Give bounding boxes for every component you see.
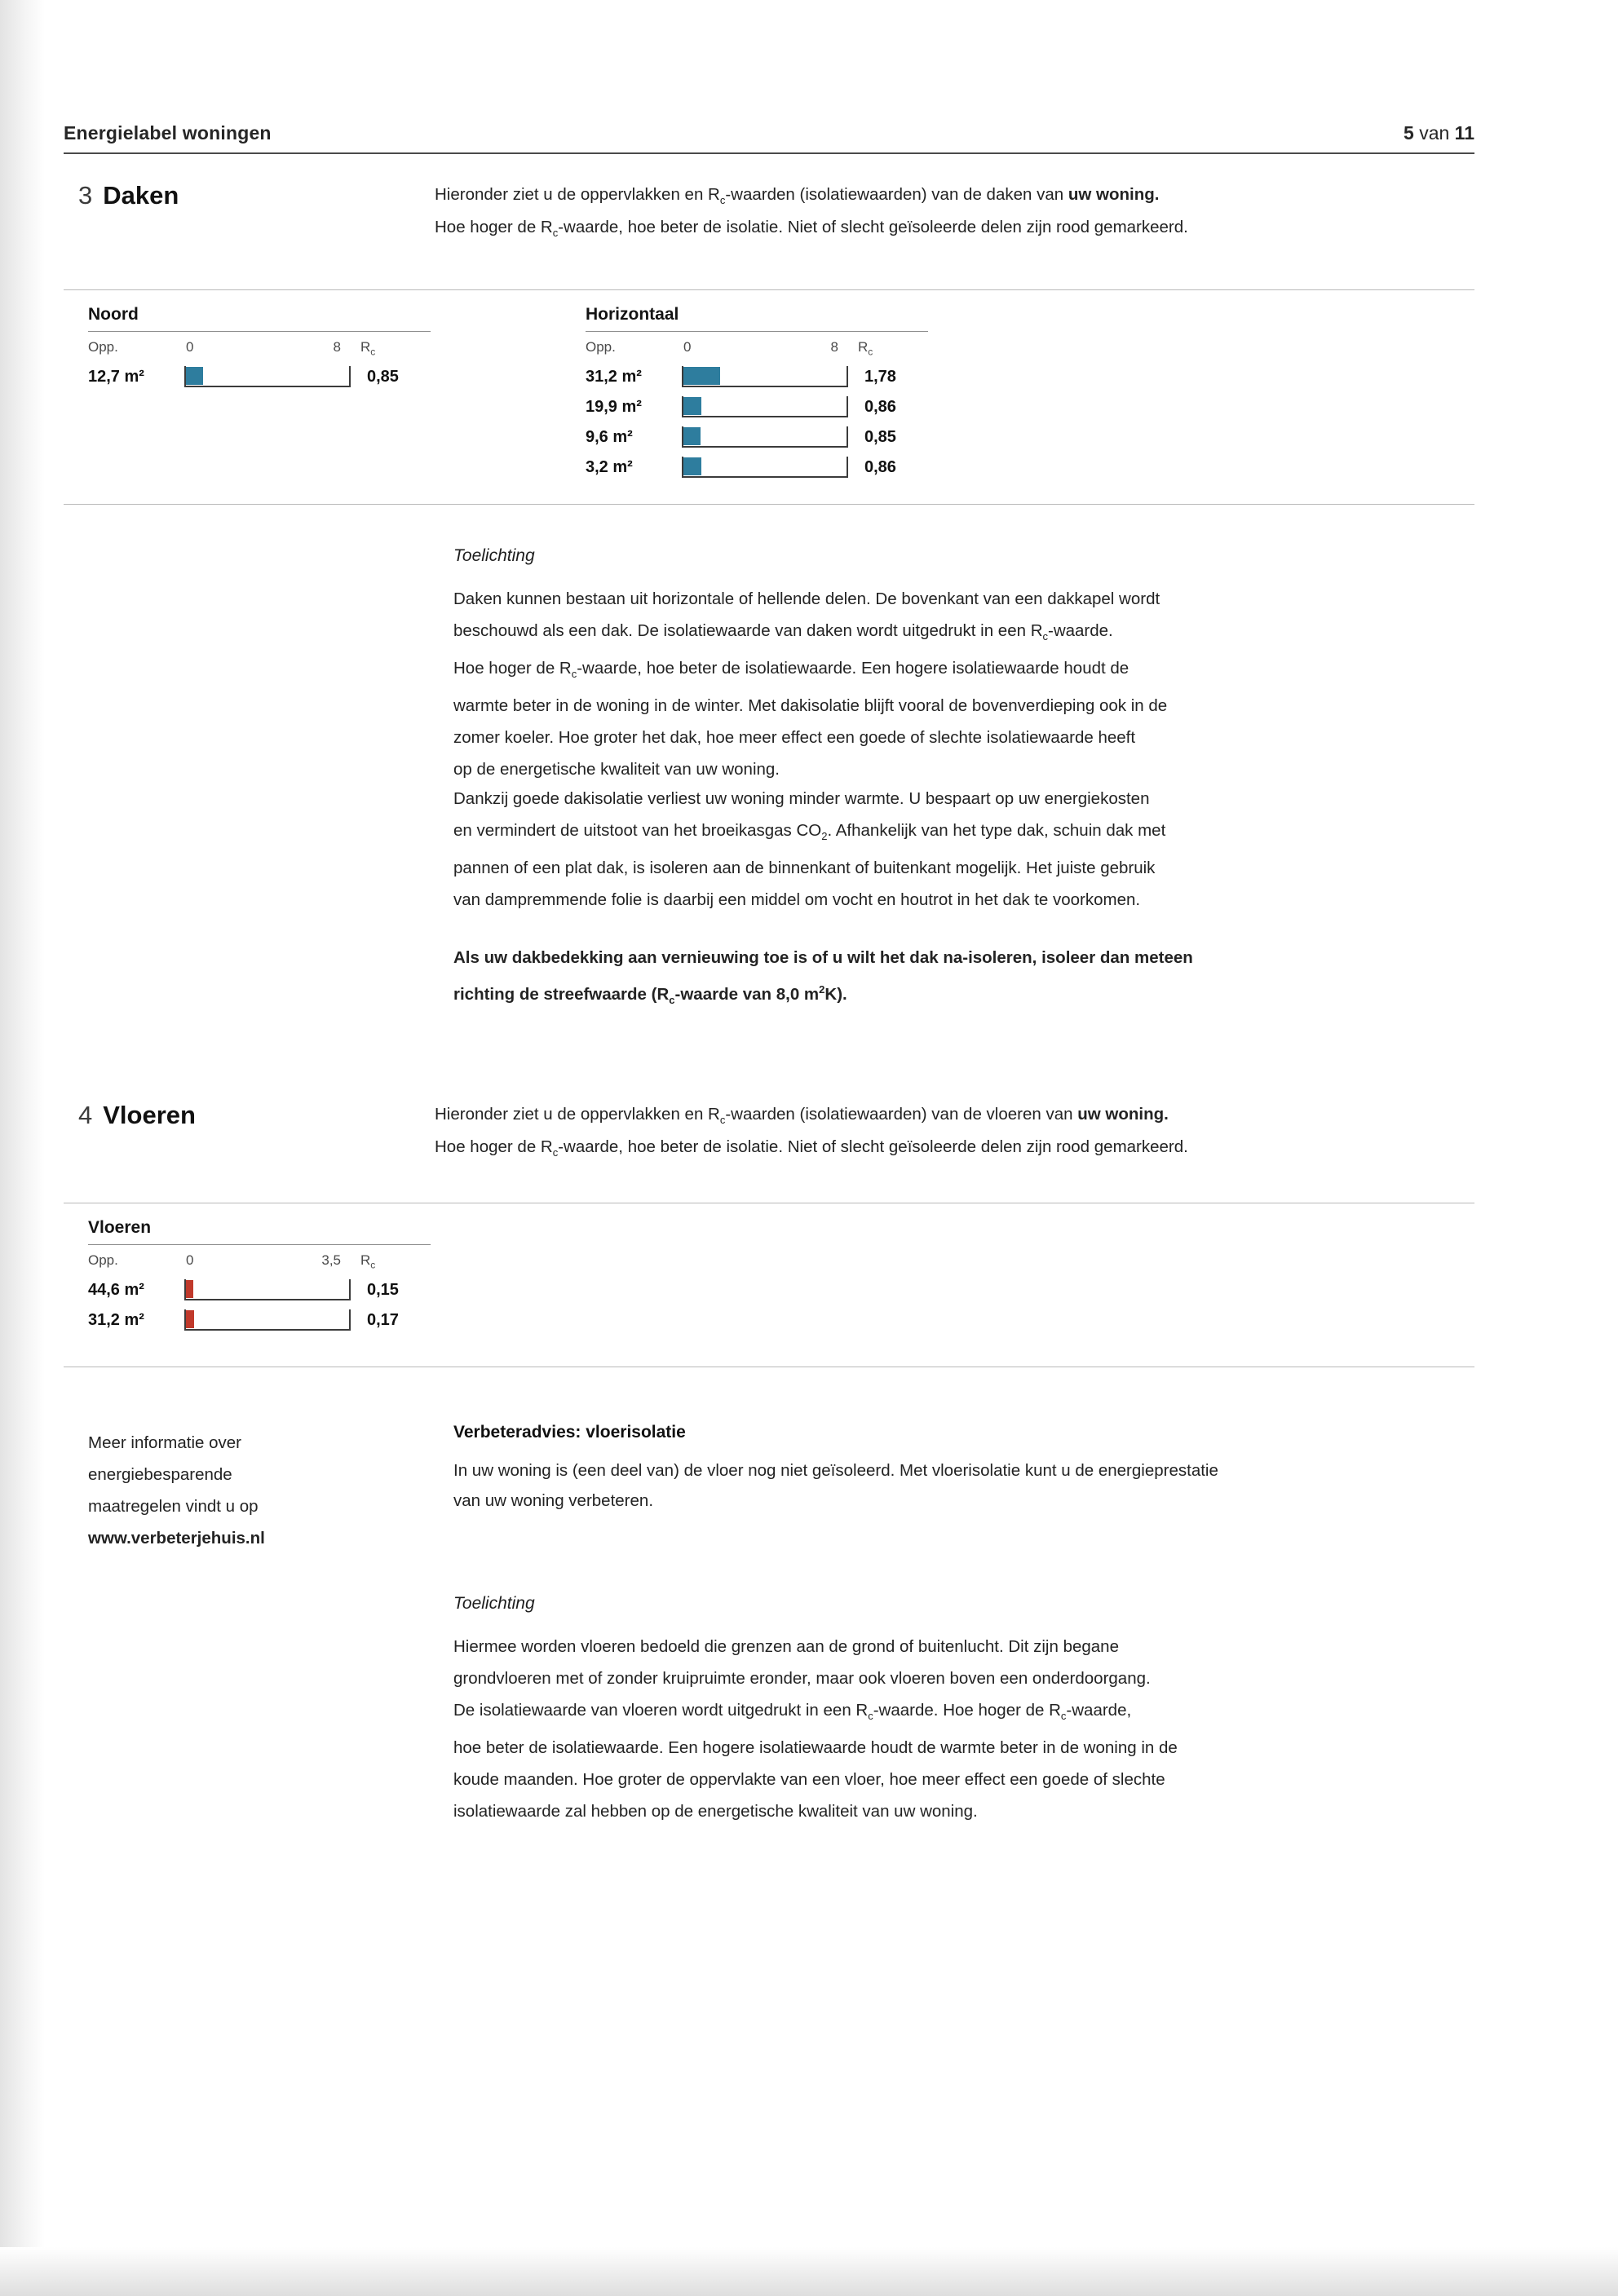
section-number: 4	[78, 1101, 93, 1129]
daken-intro-l1-bold: uw woning.	[1068, 185, 1160, 204]
axis-label-rc: $R_c$	[360, 339, 376, 358]
vt-line6: isolatiewaarde zal hebben op de energetische kwaliteit van uw woning.	[453, 1802, 978, 1821]
sidenote-block	[88, 1427, 333, 1554]
bar-track	[682, 366, 848, 387]
section-title: Daken	[103, 181, 179, 210]
bar-value: 0,85	[367, 367, 399, 386]
bar-track	[682, 426, 848, 448]
p2-line4: van dampremmende folie is daarbij een middel om vocht en houtrot in het dak te voorkomen.	[453, 890, 1141, 910]
section-heading-vloeren	[78, 1101, 196, 1130]
axis-tick-min: 0	[683, 339, 692, 355]
vloeren-toelichting-text: Hiermee worden vloeren bedoeld die grenzen aan de grond of buitenlucht. Dit zijn begane grondvloeren met of zonder kruipruimte eronder, maar ook vloeren boven een onderdoorgang. De isolatiewaarde van vloeren wordt uitgedrukt in een $R_c$-waarde. Hoe hoger de $R_c$-waarde, hoe beter de isolatiewaarde. Een hogere isolatiewaarde houdt de warmte beter in de woning in de koude maanden. Hoe groter de oppervlakte van een vloer, hoe meer effect een goede of slechte isolatiewaarde zal hebben op de energetische kwaliteit van uw woning.	[453, 1637, 1178, 1821]
chart-title: Vloeren	[88, 1218, 431, 1245]
axis-tick-min: 0	[186, 339, 194, 355]
chart-bar-row	[586, 426, 928, 448]
section-title: Vloeren	[103, 1101, 196, 1129]
rc-subscript: c	[719, 1114, 726, 1127]
verbeterjehuis-link[interactable]: www.verbeterjehuis.nl	[88, 1529, 265, 1548]
advies-line1: In uw woning is (een deel van) de vloer nog niet geïsoleerd. Met vloerisolatie kunt u de energieprestatie	[453, 1461, 1218, 1480]
axis-tick-max: 8	[333, 339, 341, 355]
daken-intro-l2a: Hoe hoger de R	[435, 218, 553, 237]
axis-tick-max: 8	[830, 339, 838, 355]
bar-fill	[683, 457, 701, 475]
daken-intro-l2b: -waarde, hoe beter de isolatie. Niet of slecht geïsoleerde delen zijn rood gemarkeerd.	[558, 218, 1188, 237]
chart-bar-row	[586, 396, 928, 417]
bar-value: 0,85	[864, 427, 896, 446]
axis-label-opp: Opp.	[88, 339, 118, 355]
bar-category: 31,2 m²	[586, 367, 642, 386]
bar-category: 44,6 m²	[88, 1280, 144, 1299]
p1-line2: beschouwd als een dak. De isolatiewaarde van daken wordt uitgedrukt in een R	[453, 621, 1043, 640]
p3-line1: Als uw dakbedekking aan vernieuwing toe is of u wilt het dak na-isoleren, isoleer dan meteen	[453, 948, 1193, 967]
bar-track	[184, 1309, 351, 1331]
bar-fill	[186, 1310, 194, 1328]
bar-category: 31,2 m²	[88, 1310, 144, 1329]
vloeren-chart-band	[64, 1203, 1474, 1367]
p2-line1: Dankzij goede dakisolatie verliest uw woning minder warmte. U bespaart op uw energiekosten	[453, 789, 1150, 808]
verbeteradvies-text	[453, 1455, 1505, 1516]
daken-toelichting-p2: Dankzij goede dakisolatie verliest uw woning minder warmte. U bespaart op uw energiekosten en vermindert de uitstoot van het broeikasgas $CO_2$. Afhankelijk van het type dak, schuin dak met pannen of een plat dak, is isoleren aan de binnenkant of buitenkant mogelijk. Het juiste gebruik van dampremmende folie is daarbij een middel om vocht en houtrot in het dak te voorkomen.	[453, 789, 1166, 910]
bar-track	[682, 396, 848, 417]
p2-line2: en vermindert de uitstoot van het broeikasgas CO	[453, 821, 822, 840]
chart-title: Horizontaal	[586, 305, 928, 332]
sidenote-line1: Meer informatie over	[88, 1433, 241, 1452]
p1-line5: zomer koeler. Hoe groter het dak, hoe meer effect een goede of slechte isolatiewaarde heeft	[453, 728, 1136, 748]
vloeren-intro-l2a: Hoe hoger de R	[435, 1137, 553, 1157]
axis-label-rc: $R_c$	[858, 339, 873, 358]
rc-subscript: c	[719, 194, 726, 207]
vloeren-intro-l1a: Hieronder ziet u de oppervlakken en R	[435, 1105, 720, 1124]
daken-chart-band	[64, 289, 1474, 505]
page-header	[64, 122, 1474, 154]
bar-category: 9,6 m²	[586, 427, 633, 446]
bar-track	[184, 1279, 351, 1300]
document-brand: Energielabel woningen	[64, 122, 272, 144]
p1-line3: Hoe hoger de R	[453, 659, 572, 678]
section-number: 3	[78, 181, 93, 210]
axis-tick-min: 0	[186, 1252, 194, 1268]
p1-line4: warmte beter in de woning in de winter. Met dakisolatie blijft vooral de bovenverdieping ook in de	[453, 696, 1168, 716]
vloeren-intro	[435, 1101, 1454, 1166]
p2-line3: pannen of een plat dak, is isoleren aan de binnenkant of buitenkant mogelijk. Het juiste gebruik	[453, 859, 1156, 878]
rc-subscript: c	[552, 1146, 559, 1159]
bar-value: 0,17	[367, 1310, 399, 1329]
bar-value: 0,15	[367, 1280, 399, 1299]
bar-value: 1,78	[864, 367, 896, 386]
bar-category: 12,7 m²	[88, 367, 144, 386]
bar-fill	[683, 397, 701, 415]
daken-intro-l1a: Hieronder ziet u de oppervlakken en R	[435, 185, 720, 204]
page-number	[1404, 122, 1474, 144]
daken-toelichting-label: Toelichting	[453, 546, 535, 565]
bar-fill	[683, 427, 701, 445]
sidenote-line3: maatregelen vindt u op	[88, 1497, 259, 1516]
chart-bar-row	[586, 457, 928, 478]
rc-subscript: c	[552, 227, 559, 240]
daken-intro	[435, 181, 1454, 246]
vt-line1: Hiermee worden vloeren bedoeld die grenzen aan de grond of buitenlucht. Dit zijn begane	[453, 1637, 1119, 1656]
daken-intro-l1b: -waarden (isolatiewaarden) van de daken van	[725, 185, 1068, 204]
chart-bar-row	[88, 1279, 431, 1300]
bar-fill	[186, 1280, 193, 1298]
vt-line5: koude maanden. Hoe groter de oppervlakte van een vloer, hoe meer effect een goede of slechte	[453, 1770, 1165, 1790]
bar-category: 3,2 m²	[586, 457, 633, 476]
page-current: 5	[1404, 122, 1414, 144]
axis-label-opp: Opp.	[88, 1252, 118, 1268]
page-total: 11	[1454, 122, 1474, 144]
bar-value: 0,86	[864, 397, 896, 416]
p1-line6: op de energetische kwaliteit van uw woning.	[453, 760, 780, 779]
chart-bar-row	[88, 1309, 431, 1331]
vloeren-intro-l1-bold: uw woning.	[1077, 1105, 1169, 1124]
chart-bar-row	[88, 366, 431, 387]
advies-line2: van uw woning verbeteren.	[453, 1491, 654, 1510]
vt-line4: hoe beter de isolatiewaarde. Een hogere isolatiewaarde houdt de warmte beter in de woning in de	[453, 1738, 1178, 1758]
bar-category: 19,9 m²	[586, 397, 642, 416]
chart-axis-row	[586, 339, 928, 357]
p1-line1: Daken kunnen bestaan uit horizontale of hellende delen. De bovenkant van een dakkapel wordt	[453, 589, 1160, 608]
verbeteradvies-title: Verbeteradvies: vloerisolatie	[453, 1423, 686, 1442]
vt-line3: De isolatiewaarde van vloeren wordt uitgedrukt in een R	[453, 1701, 869, 1720]
page-of-word: van	[1419, 122, 1450, 144]
vloeren-intro-l2b: -waarde, hoe beter de isolatie. Niet of slecht geïsoleerde delen zijn rood gemarkeerd.	[558, 1137, 1188, 1157]
axis-label-rc: $R_c$	[360, 1252, 376, 1271]
chart-title: Noord	[88, 305, 431, 332]
sidenote-line2: energiebesparende	[88, 1465, 232, 1484]
chart-horizontaal	[586, 305, 928, 478]
vt-line2: grondvloeren met of zonder kruipruimte eronder, maar ook vloeren boven een onderdoorgang.	[453, 1669, 1151, 1688]
chart-noord	[88, 305, 431, 387]
p3-line2: richting de streefwaarde (R	[453, 984, 670, 1004]
axis-label-opp: Opp.	[586, 339, 616, 355]
chart-axis-row	[88, 339, 431, 357]
vloeren-toelichting-label: Toelichting	[453, 1594, 535, 1613]
chart-axis-row	[88, 1252, 431, 1270]
axis-tick-max: 3,5	[321, 1252, 341, 1268]
section-heading-daken	[78, 181, 179, 210]
bar-fill	[186, 367, 203, 385]
bar-value: 0,86	[864, 457, 896, 476]
chart-vloeren	[88, 1218, 431, 1331]
daken-toelichting-p3: Als uw dakbedekking aan vernieuwing toe is of u wilt het dak na-isoleren, isoleer dan meteen richting de streefwaarde ($R_c$-waarde van 8,0 $m^2K$).	[453, 948, 1193, 1006]
daken-toelichting-p1: Daken kunnen bestaan uit horizontale of hellende delen. De bovenkant van een dakkapel wordt beschouwd als een dak. De isolatiewaarde van daken wordt uitgedrukt in een $R_c$-waarde. Hoe hoger de $R_c$-waarde, hoe beter de isolatiewaarde. Een hogere isolatiewaarde houdt de warmte beter in de woning in de winter. Met dakisolatie blijft vooral de bovenverdieping ook in de zomer koeler. Hoe groter het dak, hoe meer effect een goede of slechte isolatiewaarde heeft op de energetische kwaliteit van uw woning.	[453, 589, 1168, 779]
bar-fill	[683, 367, 720, 385]
vloeren-intro-l1b: -waarden (isolatiewaarden) van de vloeren van	[725, 1105, 1078, 1124]
chart-bar-row	[586, 366, 928, 387]
bar-track	[682, 457, 848, 478]
bar-track	[184, 366, 351, 387]
